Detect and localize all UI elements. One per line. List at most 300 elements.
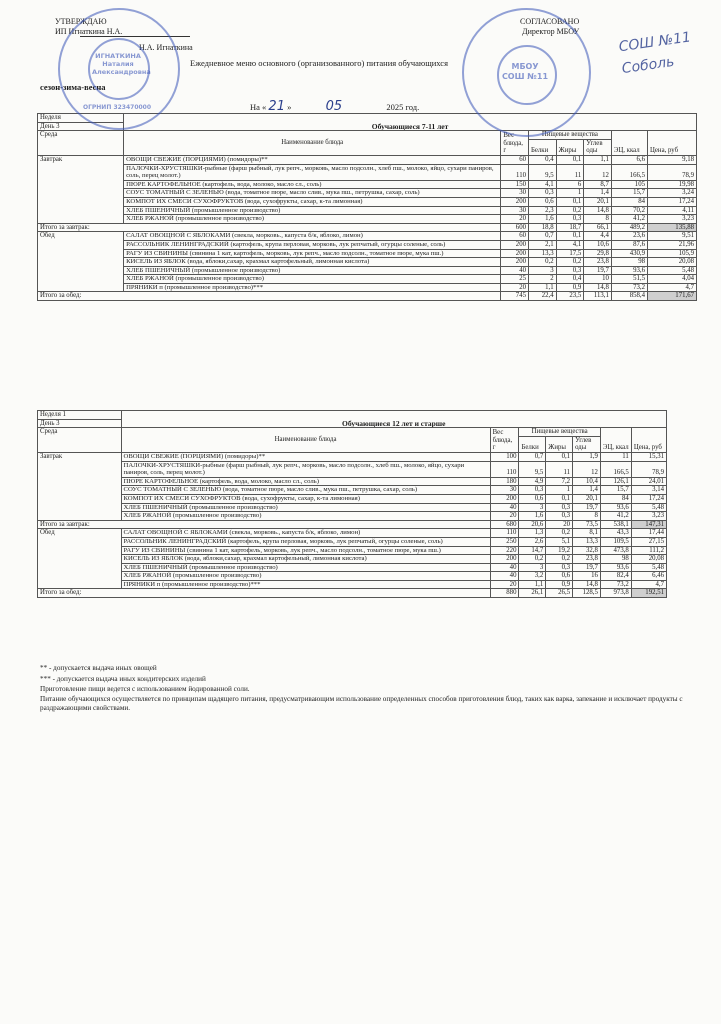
cell-f: 19,2 [546, 546, 573, 555]
table-row [38, 512, 667, 521]
cell-w: 110 [490, 529, 519, 538]
dish-name: ХЛЕБ РЖАНОЙ (промышленное производство) [121, 512, 490, 521]
cell-w: 40 [490, 503, 519, 512]
cell-price: 20,08 [648, 258, 697, 267]
cell-price: 21,96 [648, 240, 697, 249]
cell-p: 2,1 [529, 240, 557, 249]
cell-c: 19,7 [584, 266, 612, 275]
dish-header: Наименование блюда [124, 131, 501, 156]
cell-c: 14,8 [584, 283, 612, 292]
cell-w: 25 [501, 275, 529, 284]
cell-price: 5,48 [631, 563, 666, 572]
dish-name: ХЛЕБ РЖАНОЙ (промышленное производство) [124, 215, 501, 224]
cell-c: 16 [573, 572, 601, 581]
cell-price: 105,9 [648, 249, 697, 258]
group-title: Обучающиеся 7-11 лет [124, 114, 697, 131]
cell-w: 180 [490, 477, 519, 486]
table-row [38, 266, 697, 275]
cell-c: 23,8 [584, 258, 612, 267]
cell-price: 27,15 [631, 537, 666, 546]
cell-e: 93,6 [611, 266, 647, 275]
cell-c: 4,4 [584, 232, 612, 241]
cell-e: 23,6 [611, 232, 647, 241]
cell-c: 12 [584, 164, 612, 180]
cell-e: 73,2 [600, 580, 631, 589]
cell-f: 0,3 [546, 503, 573, 512]
total-w: 745 [501, 292, 529, 301]
carbs-header: Углев оды [584, 139, 612, 155]
table-row [38, 206, 697, 215]
cell-f: 17,5 [556, 249, 584, 258]
cell-p: 0,3 [519, 486, 546, 495]
cell-w: 20 [501, 215, 529, 224]
cell-c: 13,3 [573, 537, 601, 546]
cell-p: 3 [529, 266, 557, 275]
table-row [38, 461, 667, 477]
total-c: 66,1 [584, 223, 612, 232]
cell-p: 14,7 [519, 546, 546, 555]
cell-w: 110 [501, 164, 529, 180]
cell-c: 20,1 [573, 494, 601, 503]
approval-signer-left: Н.А. Игнаткина [139, 43, 193, 52]
dish-name: ПАЛОЧКИ-ХРУСТЯШКИ-рыбные (фарш рыбный, лук репч., морковь, масло подсолн., хлеб пш., молоко, яйцо, сухари паниров, соль, перец молот.) [124, 164, 501, 180]
date-prefix: На « [250, 102, 267, 112]
total-e: 973,8 [600, 589, 631, 598]
table-row [38, 503, 667, 512]
cell-p: 0,6 [529, 197, 557, 206]
dish-name: ХЛЕБ ПШЕНИЧНЫЙ (промышленное производство) [121, 563, 490, 572]
cell-e: 41,2 [611, 215, 647, 224]
total-price: 171,67 [648, 292, 697, 301]
cell-c: 10,6 [584, 240, 612, 249]
cell-f: 0,1 [556, 232, 584, 241]
cell-f: 0,6 [546, 572, 573, 581]
day-label: День 3 [38, 419, 122, 428]
dish-header: Наименование блюда [121, 428, 490, 453]
cell-c: 8 [573, 512, 601, 521]
total-label: Итого за завтрак: [38, 520, 491, 529]
cell-price: 5,48 [631, 503, 666, 512]
cell-w: 20 [490, 580, 519, 589]
footer-note: Приготовление пищи ведется с использованием йодированной соли. [40, 685, 250, 693]
dish-name: ОВОЩИ СВЕЖИЕ (ПОРЦИЯМИ) (помидоры)** [124, 155, 501, 164]
total-c: 113,1 [584, 292, 612, 301]
cell-c: 8 [584, 215, 612, 224]
cell-p: 1,6 [529, 215, 557, 224]
cell-f: 0,3 [556, 215, 584, 224]
cell-e: 15,7 [600, 486, 631, 495]
cell-p: 0,3 [529, 189, 557, 198]
dish-name: СОУС ТОМАТНЫЙ С ЗЕЛЕНЬЮ (вода, томатное пюре, масло слив., мука пш., петрушка, сахар, соль) [124, 189, 501, 198]
cell-p: 0,6 [519, 494, 546, 503]
cell-c: 8,1 [573, 529, 601, 538]
total-w: 600 [501, 223, 529, 232]
menu-date [250, 99, 419, 114]
stamp-left-ogrnip: ОГРНИП 323470000 [82, 104, 152, 111]
total-row [38, 223, 697, 232]
cell-f: 0,3 [546, 563, 573, 572]
day-col-label: Среда [38, 428, 122, 453]
total-f: 18,7 [556, 223, 584, 232]
dish-name: ПАЛОЧКИ-ХРУСТЯШКИ-рыбные (фарш рыбный, лук репч., морковь, масло подсолн., хлеб пш., молоко, яйцо, сухари паниров, соль, перец молот.) [121, 461, 490, 477]
cell-w: 200 [490, 494, 519, 503]
cell-e: 11 [600, 452, 631, 461]
table-row [38, 180, 697, 189]
cell-c: 23,8 [573, 555, 601, 564]
approval-org-left: ИП Игнаткина Н.А. [55, 27, 123, 36]
cell-f: 0,2 [546, 529, 573, 538]
dish-name: РАССОЛЬНИК ЛЕНИНГРАДСКИЙ (картофель, крупа перловая, морковь, лук репчатый, огурцы соленые, соль) [121, 537, 490, 546]
cell-w: 60 [501, 232, 529, 241]
table-row [38, 189, 697, 198]
total-p: 18,8 [529, 223, 557, 232]
total-label: Итого за обед: [38, 292, 501, 301]
stamp-right-name: МБОУ СОШ №11 [501, 62, 549, 81]
table-row [38, 546, 667, 555]
cell-w: 200 [501, 240, 529, 249]
cell-p: 13,3 [529, 249, 557, 258]
signature-right: СОШ №11 Соболь [617, 29, 692, 78]
table-row [38, 572, 667, 581]
cell-price: 9,51 [648, 232, 697, 241]
cell-p: 4,1 [529, 180, 557, 189]
cell-w: 20 [490, 512, 519, 521]
cell-p: 0,4 [529, 155, 557, 164]
table-row [38, 258, 697, 267]
cell-p: 3 [519, 503, 546, 512]
dish-name: ПЮРЕ КАРТОФЕЛЬНОЕ (картофель, вода, молоко, масло сл., соль) [121, 477, 490, 486]
dish-name: КОМПОТ ИХ СМЕСИ СУХОФРУКТОВ (вода, сухофрукты, сахар, к-та лимонная) [124, 197, 501, 206]
table-row [38, 215, 697, 224]
cell-f: 1 [546, 486, 573, 495]
dish-name: ПРЯНИКИ п (промышленное производство)*** [121, 580, 490, 589]
meal-label: Обед [38, 232, 124, 292]
cell-e: 87,6 [611, 240, 647, 249]
cell-c: 10 [584, 275, 612, 284]
cell-c: 8,7 [584, 180, 612, 189]
nutrients-header: Пищевые вещества [519, 428, 600, 437]
cell-f: 0,1 [556, 155, 584, 164]
table-row [38, 275, 697, 284]
total-price: 147,31 [631, 520, 666, 529]
cell-f: 0,9 [546, 580, 573, 589]
cell-price: 17,24 [631, 494, 666, 503]
cell-p: 3,2 [519, 572, 546, 581]
total-row [38, 589, 667, 598]
week-label: Неделя 1 [38, 411, 122, 420]
cell-f: 0,2 [546, 555, 573, 564]
cell-w: 200 [490, 555, 519, 564]
price-header: Цена, руб [648, 131, 697, 156]
cell-p: 1,1 [529, 283, 557, 292]
approval-label-left: УТВЕРЖДАЮ [55, 17, 107, 26]
cell-w: 150 [501, 180, 529, 189]
cell-price: 5,48 [648, 266, 697, 275]
day-col-label: Среда [38, 131, 124, 156]
cell-c: 14,8 [573, 580, 601, 589]
fat-header: Жиры [556, 139, 584, 155]
cell-e: 6,6 [611, 155, 647, 164]
cell-p: 0,7 [529, 232, 557, 241]
cell-e: 430,9 [611, 249, 647, 258]
table-row [38, 563, 667, 572]
cell-f: 0,9 [556, 283, 584, 292]
cell-e: 82,4 [600, 572, 631, 581]
cell-e: 166,5 [611, 164, 647, 180]
weight-header: Вес блюда, г [490, 428, 519, 453]
cell-p: 9,5 [529, 164, 557, 180]
cell-w: 200 [501, 258, 529, 267]
cell-c: 19,7 [573, 563, 601, 572]
cell-c: 1,1 [584, 155, 612, 164]
dish-name: ХЛЕБ ПШЕНИЧНЫЙ (промышленное производство) [124, 266, 501, 275]
dish-name: ХЛЕБ РЖАНОЙ (промышленное производство) [124, 275, 501, 284]
header-row [38, 428, 667, 437]
cell-price: 3,23 [631, 512, 666, 521]
dish-name: РАГУ ИЗ СВИНИНЫ (свинина 1 кат, картофель, морковь, лук репч., масло подсолн., томатное пюре, мука пш.) [121, 546, 490, 555]
cell-price: 17,24 [648, 197, 697, 206]
table-row [38, 232, 697, 241]
cell-e: 73,2 [611, 283, 647, 292]
cell-p: 1,6 [519, 512, 546, 521]
cell-w: 30 [501, 189, 529, 198]
cell-f: 0,4 [556, 275, 584, 284]
cell-w: 200 [501, 197, 529, 206]
cell-p: 3 [519, 563, 546, 572]
table-row [38, 537, 667, 546]
cell-c: 32,8 [573, 546, 601, 555]
cell-c: 1,9 [573, 452, 601, 461]
fat-header: Жиры [546, 436, 573, 452]
cell-e: 84 [600, 494, 631, 503]
cell-e: 109,5 [600, 537, 631, 546]
footer-note: ** - допускается выдача иных овощей [40, 664, 157, 672]
cell-price: 78,9 [631, 461, 666, 477]
total-price: 192,51 [631, 589, 666, 598]
cell-price: 78,9 [648, 164, 697, 180]
cell-c: 20,1 [584, 197, 612, 206]
total-label: Итого за обед: [38, 589, 491, 598]
menu-table-12-plus [37, 410, 667, 598]
total-p: 22,4 [529, 292, 557, 301]
dish-name: ПРЯНИКИ п (промышленное производство)*** [124, 283, 501, 292]
table-row [38, 494, 667, 503]
cell-p: 1,3 [519, 529, 546, 538]
week-row [38, 411, 667, 420]
carbs-header: Углев оды [573, 436, 601, 452]
dish-name: КИСЕЛЬ ИЗ ЯБЛОК (вода, яблоки,сахар, крахмал картофельный, лимонная кислота) [124, 258, 501, 267]
cell-p: 2 [529, 275, 557, 284]
cell-w: 200 [501, 249, 529, 258]
header-row [38, 131, 697, 140]
cell-e: 105 [611, 180, 647, 189]
date-mid: » [287, 102, 292, 112]
cell-price: 4,04 [648, 275, 697, 284]
cell-price: 4,11 [648, 206, 697, 215]
dish-name: КИСЕЛЬ ИЗ ЯБЛОК (вода, яблоки,сахар, крахмал картофельный, лимонная кислота) [121, 555, 490, 564]
cell-f: 7,2 [546, 477, 573, 486]
dish-name: РАГУ ИЗ СВИНИНЫ (свинина 1 кат, картофель, морковь, лук репч., масло подсолн., томатное пюре, мука пш.) [124, 249, 501, 258]
total-e: 538,1 [600, 520, 631, 529]
date-day: 21 [268, 99, 285, 114]
cell-e: 126,1 [600, 477, 631, 486]
protein-header: Белки [519, 436, 546, 452]
approval-label-right: СОГЛАСОВАНО [520, 17, 580, 26]
cell-e: 15,7 [611, 189, 647, 198]
table-row [38, 164, 697, 180]
cell-f: 0,3 [546, 512, 573, 521]
table-row [38, 240, 697, 249]
cell-e: 98 [600, 555, 631, 564]
cell-e: 84 [611, 197, 647, 206]
nutrients-header: Пищевые вещества [529, 131, 612, 140]
cell-e: 41,2 [600, 512, 631, 521]
footer-note: *** - допускается выдача иных кондитерских изделий [40, 674, 206, 683]
cell-p: 4,9 [519, 477, 546, 486]
dish-name: ХЛЕБ ПШЕНИЧНЫЙ (промышленное производство) [124, 206, 501, 215]
cell-f: 6 [556, 180, 584, 189]
energy-header: ЭЦ, ккал [600, 428, 631, 453]
group-title: Обучающиеся 12 лет и старше [121, 411, 667, 428]
cell-p: 2,3 [529, 206, 557, 215]
cell-w: 220 [490, 546, 519, 555]
protein-header: Белки [529, 139, 557, 155]
season-label: сезон-зима-весна [40, 82, 106, 92]
cell-e: 166,5 [600, 461, 631, 477]
total-row [38, 292, 697, 301]
total-price: 135,88 [648, 223, 697, 232]
cell-w: 20 [501, 283, 529, 292]
table-row [38, 197, 697, 206]
cell-c: 29,8 [584, 249, 612, 258]
dish-name: ХЛЕБ РЖАНОЙ (промышленное производство) [121, 572, 490, 581]
cell-f: 0,2 [556, 258, 584, 267]
cell-c: 19,7 [573, 503, 601, 512]
date-month: 05 [325, 99, 343, 114]
cell-price: 111,2 [631, 546, 666, 555]
cell-price: 20,08 [631, 555, 666, 564]
cell-p: 9,5 [519, 461, 546, 477]
dish-name: САЛАТ ОВОЩНОЙ С ЯБЛОКАМИ (свекла, морковь., капуста б/к, яблоко, лимон) [121, 529, 490, 538]
total-f: 23,5 [556, 292, 584, 301]
cell-p: 0,7 [519, 452, 546, 461]
cell-f: 0,3 [556, 266, 584, 275]
cell-price: 24,01 [631, 477, 666, 486]
total-p: 20,6 [519, 520, 546, 529]
table-row [38, 529, 667, 538]
cell-f: 11 [546, 461, 573, 477]
footer-note: Питание обучающихся осуществляется по принципам щадящего питания, предусматривающим использование определенных способов приготовления блюд, таких как варка, запекание и исключает продукты с раздражающими свойствами. [40, 694, 683, 712]
stamp-left-name: ИГНАТКИНА Наталия Александровна [92, 52, 151, 76]
cell-price: 19,98 [648, 180, 697, 189]
meal-label: Завтрак [38, 155, 124, 223]
cell-e: 43,3 [600, 529, 631, 538]
total-c: 73,5 [573, 520, 601, 529]
weight-header: Вес блюда, г [501, 131, 529, 156]
cell-price: 9,18 [648, 155, 697, 164]
cell-f: 5,1 [546, 537, 573, 546]
cell-price: 3,14 [631, 486, 666, 495]
cell-c: 1,4 [573, 486, 601, 495]
cell-p: 1,1 [519, 580, 546, 589]
cell-w: 60 [501, 155, 529, 164]
cell-c: 12 [573, 461, 601, 477]
menu-table-7-11 [37, 113, 697, 301]
cell-c: 1,4 [584, 189, 612, 198]
table-row [38, 580, 667, 589]
dish-name: ОВОЩИ СВЕЖИЕ (ПОРЦИЯМИ) (помидоры)** [121, 452, 490, 461]
total-f: 20 [546, 520, 573, 529]
dish-name: ПЮРЕ КАРТОФЕЛЬНОЕ (картофель, вода, молоко, масло сл., соль) [124, 180, 501, 189]
cell-w: 30 [501, 206, 529, 215]
cell-c: 14,8 [584, 206, 612, 215]
total-e: 489,2 [611, 223, 647, 232]
energy-header: ЭЦ, ккал [611, 131, 647, 156]
meal-label: Завтрак [38, 452, 122, 520]
cell-f: 1 [556, 189, 584, 198]
table-row [38, 249, 697, 258]
table-row [38, 486, 667, 495]
dish-name: РАССОЛЬНИК ЛЕНИНГРАДСКИЙ (картофель, крупа перловая, морковь, лук репчатый, огурцы соленые, соль) [124, 240, 501, 249]
cell-price: 3,24 [648, 189, 697, 198]
cell-e: 98 [611, 258, 647, 267]
table-row [38, 452, 667, 461]
cell-f: 0,2 [556, 206, 584, 215]
cell-w: 40 [501, 266, 529, 275]
table-row [38, 283, 697, 292]
table-row [38, 155, 697, 164]
total-w: 880 [490, 589, 519, 598]
dish-name: САЛАТ ОВОЩНОЙ С ЯБЛОКАМИ (свекла, морковь., капуста б/к, яблоко, лимон) [124, 232, 501, 241]
cell-w: 100 [490, 452, 519, 461]
cell-e: 70,2 [611, 206, 647, 215]
cell-f: 11 [556, 164, 584, 180]
cell-w: 30 [490, 486, 519, 495]
cell-w: 40 [490, 563, 519, 572]
cell-c: 10,4 [573, 477, 601, 486]
total-c: 128,5 [573, 589, 601, 598]
dish-name: СОУС ТОМАТНЫЙ С ЗЕЛЕНЬЮ (вода, томатное пюре, масло слив., мука пш., петрушка, сахар, соль) [121, 486, 490, 495]
total-p: 26,1 [519, 589, 546, 598]
cell-p: 0,2 [529, 258, 557, 267]
cell-e: 473,8 [600, 546, 631, 555]
total-w: 680 [490, 520, 519, 529]
table-row [38, 555, 667, 564]
cell-e: 93,6 [600, 563, 631, 572]
week-label: Неделя [38, 114, 124, 123]
cell-p: 0,2 [519, 555, 546, 564]
cell-price: 4,7 [631, 580, 666, 589]
total-f: 26,5 [546, 589, 573, 598]
cell-f: 0,1 [556, 197, 584, 206]
total-row [38, 520, 667, 529]
total-label: Итого за завтрак: [38, 223, 501, 232]
table-row [38, 477, 667, 486]
meal-label: Обед [38, 529, 122, 589]
cell-e: 93,6 [600, 503, 631, 512]
document-title: Ежедневное меню основного (организованного) питания обучающихся [190, 58, 448, 68]
cell-w: 40 [490, 572, 519, 581]
dish-name: КОМПОТ ИХ СМЕСИ СУХОФРУКТОВ (вода, сухофрукты, сахар, к-та лимонная) [121, 494, 490, 503]
cell-w: 250 [490, 537, 519, 546]
price-header: Цена, руб [631, 428, 666, 453]
cell-price: 4,7 [648, 283, 697, 292]
day-label: День 3 [38, 122, 124, 131]
total-e: 858,4 [611, 292, 647, 301]
cell-price: 3,23 [648, 215, 697, 224]
approval-org-right: Директор МБОУ [522, 27, 580, 36]
cell-f: 4,1 [556, 240, 584, 249]
